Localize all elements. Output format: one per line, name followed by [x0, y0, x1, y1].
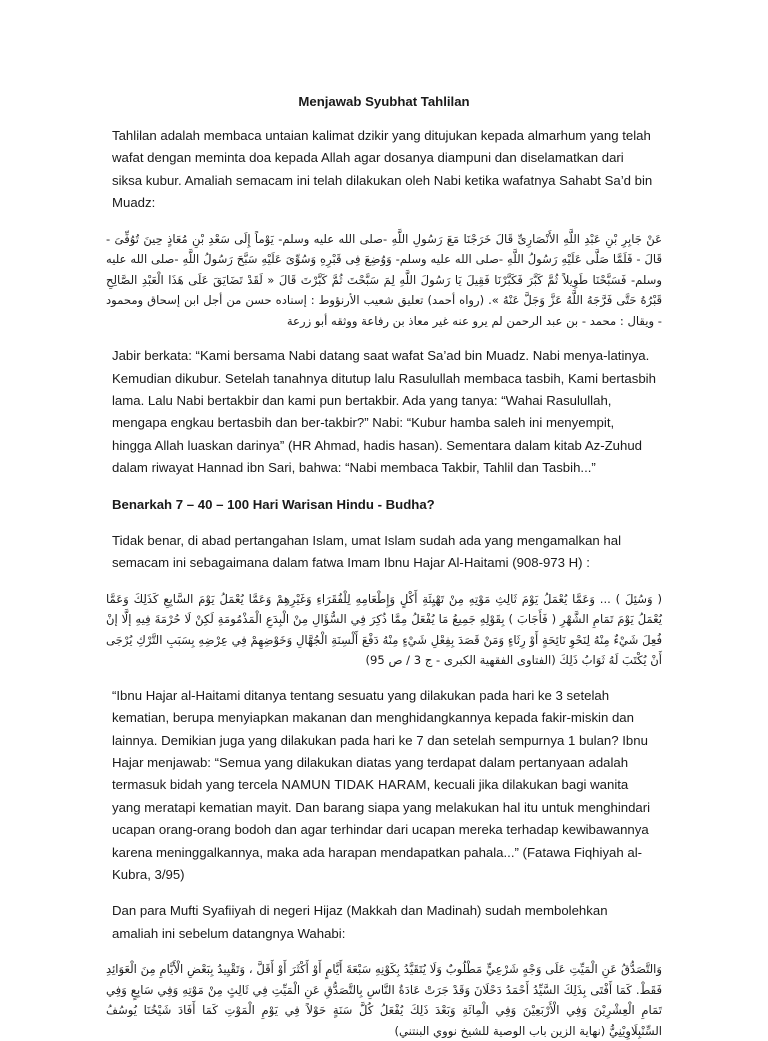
arabic-fatwa-quote: ( وَسُئِلَ ) ... وَعَمَّا يُعْمَلُ يَوْمَ ثَالِثِ مَوْتِهِ مِنْ تَهْيِئَةِ أَكْلٍ وَإِطْعَامِهِ لِلْفُقَرَاءِ وَغَيْرِهِمْ وَعَمَّا يُعْمَلُ يَوْمَ السَّابِعِ كَذَلِكَ وَعَمَّا يُعْمَلُ يَوْمَ تَمَامِ الشَّهْرِ ( فَأَجَابَ ) بِقَوْلِهِ جَمِيعُ مَا يُفْعَلُ مِمَّا ذُكِرَ فِي السُّؤَالِ مِنْ الْبِدَعِ الْمَذْمُومَةِ لَكِنْ لَا حُرْمَةَ فِيهِ إلَّا إنْ فُعِلَ شَيْءٌ مِنْهُ لِنَحْوِ نَائِحَةٍ أَوْ رِثَاءٍ وَمَنْ قَصَدَ بِفِعْلِ شَيْءٍ مِنْهُ دَفْعَ أَلْسِنَةِ الْجُهَّالِ وَخَوْضِهِمْ فِي عِرْضِهِ بِسَبَبِ التَّرْكِ يُرْجَى أَنْ يُكْتَبَ لَهُ ثَوَابُ ذَلِكَ (الفتاوى الفقهية الكبرى - ج 3 / ص 95) [106, 591, 662, 668]
fatwa-translation-paragraph [112, 685, 656, 887]
arabic-nihayah-quote: وَالتَّصَدُّقُ عَنِ الْمَيِّتِ عَلَى وَجْهٍ شَرْعِيٍّ مَطْلُوبٌ وَلَا يُتَقَيَّدُ بِكَوْنِهِ سَبْعَةَ أَيَّامٍ أَوْ أَكْثَرَ أَوْ أَقَلَّ ، وَتَقْيِيدُ بِبَعْضِ الْأَيَّامِ مِنَ الْعَوَائِدِ فَقَطْ. كَمَا أَفْتَى بِذَلِكَ السَّيِّدُ أَحْمَدُ دَحْلَانَ وَقَدْ جَرَتْ عَادَةُ النَّاسِ بِالتَّصَدُّقِ عَنِ الْمَيِّتِ فِي ثَالِثٍ مِنْ مَوْتِهِ وَفِي سَابِعٍ وَفِي تَمَامِ الْعِشْرِيْنَ وَفِي الْأَرْبَعِيْنَ وَفِي الْمِائَةِ وَبَعْدَ ذَلِكَ يُفْعَلُ كُلَّ سَنَةٍ حَوْلاً فِي يَوْمِ الْمَوْتِ كَمَا أَفَادَ شَيْخُنَا يُوسُفُ السِّنْبِلَاوِيْنِيُّ (نهاية الزين باب الوصية للشيخ نووي البنتني) [106, 962, 662, 1038]
section-heading: Benarkah 7 – 40 – 100 Hari Warisan Hindu - Budha? [112, 496, 435, 512]
fatwa-text-part2: , kecuali jika dilakukan bagi wanita yang meratapi kematian mayit. Dan barang siapa yang melakukan hal itu untuk menghindari ucapan orang-orang bodoh dan agar terhindar dari ucapan mereka terhadap kewibawannya karena meninggalkannya, maka ada harapan mendapatkan pahala...” (Fatawa Fiqhiyah al-Kubra, 3/95) [112, 777, 651, 883]
arabic-hadith-quote: عَنْ جَابِرِ بْنِ عَبْدِ اللَّهِ الأَنْصَارِىِّ قَالَ خَرَجْنَا مَعَ رَسُولِ اللَّهِ -صلى الله عليه وسلم- يَوْماً إِلَى سَعْدِ بْنِ مُعَاذٍ حِينَ تُوُفِّىَ - قَالَ - فَلَمَّا صَلَّى عَلَيْهِ رَسُولُ اللَّهِ -صلى الله عليه وسلم- وَوُضِعَ فِى قَبْرِهِ وَسُوِّىَ عَلَيْهِ سَبَّحَ رَسُولُ اللَّهِ -صلى الله عليه وسلم- فَسَبَّحْنَا طَوِيلاً ثُمَّ كَبَّرَ فَكَبَّرْنَا فَقِيلَ يَا رَسُولَ اللَّهِ لِمَ سَبَّحْتَ ثُمَّ كَبَّرْتَ قَالَ « لَقَدْ تَضَايَقَ عَلَى هَذَا الْعَبْدِ الصَّالِحِ قَبْرُهُ حَتَّى فَرَّجَهُ اللَّهُ عَزَّ وَجَلَّ عَنْهُ ». (رواه أحمد) تعليق شعيب الأرنؤوط : إسناده حسن من أجل ابن إسحاق ومحمود - ويقال : محمد - بن عبد الرحمن لم يرو عنه غير معاذ بن رفاعة ووثقه أبو زرعة [106, 231, 662, 328]
fatwa-text-part1: “Ibnu Hajar al-Haitami ditanya tentang sesuatu yang dilakukan pada hari ke 3 setelah kematian, berupa menyiapkan makanan dan menghidangkannya kepada fakir-miskin dan lainnya. Demikian juga yang dilakukan pada hari ke 7 dan setelah sempurnya 1 bulan? Ibnu Hajar menjawab: “Semua yang dilakukan diatas yang terdapat dalam pertanyaan adalah termasuk bidah yang tercela [112, 687, 648, 793]
hadith-translation-paragraph: Jabir berkata: “Kami bersama Nabi datang saat wafat Sa’ad bin Muadz. Nabi menya-latinya. Kemudian dikubur. Setelah tanahnya ditutup lalu Rasulullah membaca tasbih, Kami bertasbih lama. Lalu Nabi bertakbir dan kami pun bertakbir. Ada yang tanya: “Wahai Rasulullah, mengapa engkau bertasbih dan ber-takbir?” Nabi: “Kubur hamba saleh ini menyempit, hingga Allah luaskan darinya” (HR Ahmad, hadis hasan). Sementara dalam kitab Az-Zuhud dalam riwayat Hannad ibn Sari, bahwa: “Nabi membaca Takbir, Tahlil dan Tasbih...” [112, 348, 656, 476]
intro-paragraph: Tahlilan adalah membaca untaian kalimat dzikir yang ditujukan kepada almarhum yang telah wafat dengan meminta doa kepada Allah agar dosanya diampuni dan diselamatkan dari siksa kubur. Amaliah semacam ini telah dilakukan oleh Nabi ketika wafatnya Sahabt Sa’d bin Muadz: [112, 128, 653, 211]
mufti-paragraph: Dan para Mufti Syafiiyah di negeri Hijaz (Makkah dan Madinah) sudah membolehkan amaliah ini sebelum datangnya Wahabi: [112, 903, 608, 941]
document-title: Menjawab Syubhat Tahlilan [298, 94, 470, 109]
fatwa-intro-paragraph: Tidak benar, di abad pertangahan Islam, umat Islam sudah ada yang mengamalkan hal semacam ini sebagaimana dalam fatwa Imam Ibnu Hajar Al-Haitami (908-973 H) : [112, 532, 622, 571]
fatwa-emphasis: NAMUN TIDAK HARAM [281, 777, 427, 793]
